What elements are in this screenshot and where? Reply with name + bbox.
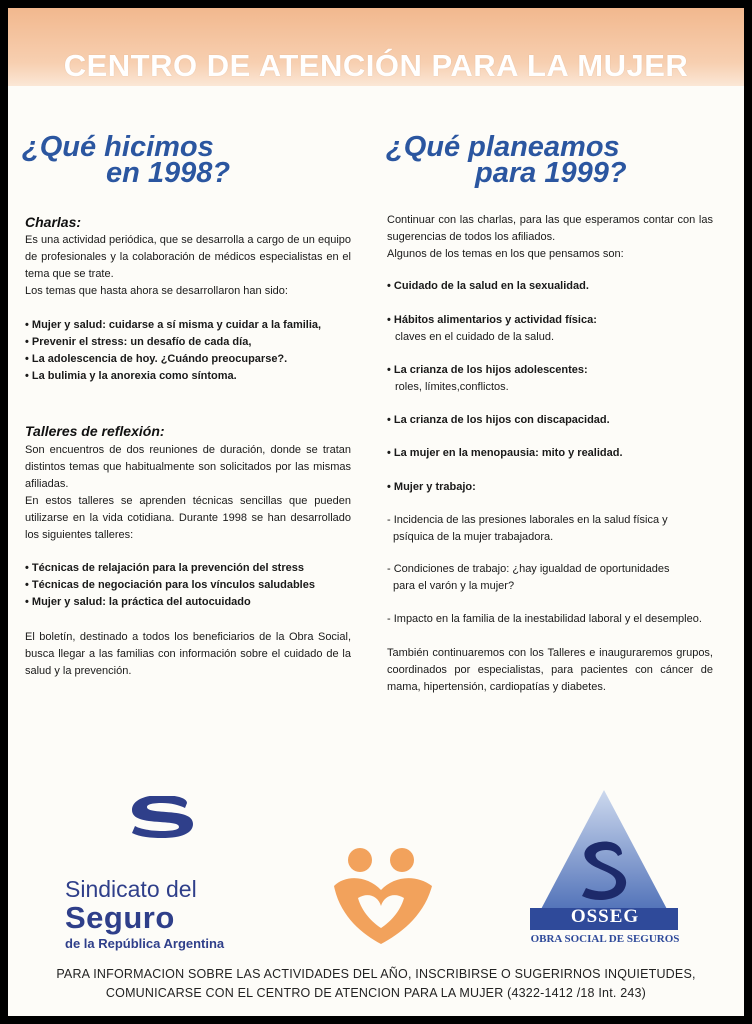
banner-title: CENTRO DE ATENCIÓN PARA LA MUJER [63, 48, 689, 83]
charlas-title: Charlas: [25, 214, 82, 230]
talleres-title: Talleres de reflexión: [25, 423, 165, 439]
talleres-item: • Técnicas de relajación para la prevención del stress [25, 562, 304, 574]
footer-line-2: COMUNICARSE CON EL CENTRO DE ATENCION PARA LA MUJER (4322-1412 /18 Int. 243) [105, 986, 647, 1000]
work-item-continued: para el varón y la mujer? [393, 580, 515, 592]
charlas-intro: Los temas que hasta ahora se desarrollaron han sido: [25, 285, 288, 297]
work-item: - Impacto en la familia de la inestabilidad laboral y el desempleo. [387, 613, 702, 625]
family-heart-logo-icon [328, 846, 438, 946]
osseg-subtitle: OBRA SOCIAL DE SEGUROS [530, 933, 680, 945]
charlas-item: • Mujer y salud: cuidarse a sí misma y cuidar a la familia, [25, 319, 322, 331]
document-page [8, 8, 744, 1016]
left-heading-line1: ¿Qué hicimos [22, 131, 214, 163]
talleres-item: • Técnicas de negociación para los vínculos saludables [25, 579, 315, 591]
charlas-item: • Prevenir el stress: un desafío de cada día, [25, 336, 252, 348]
sindicato-name-line3: de la República Argentina [65, 936, 225, 951]
title-banner [8, 8, 744, 86]
plan-topic: • La mujer en la menopausia: mito y realidad. [387, 447, 623, 459]
right-heading-line1: ¿Qué planeamos [386, 131, 620, 163]
sindicato-name-line1: Sindicato del [65, 876, 197, 902]
footer-line-1: PARA INFORMACION SOBRE LAS ACTIVIDADES DEL AÑO, INSCRIBIRSE O SUGERIRNOS INQUIETUDES, [56, 967, 696, 981]
work-item: - Incidencia de las presiones laborales en la salud física y [387, 514, 668, 526]
talleres-paragraph-2: En estos talleres se aprenden técnicas sencillas que pueden utilizarse en la vida cotidiana. Durante 1998 se han desarrollado los siguientes talleres: [25, 495, 351, 541]
plan-topic: • Hábitos alimentarios y actividad física: [387, 314, 597, 326]
boletin-paragraph: El boletín, destinado a todos los beneficiarios de la Obra Social, busca llegar a las familias con información sobre el cuidado de la salud y la prevención. [25, 631, 351, 677]
plan-intro-paragraph: Continuar con las charlas, para las que esperamos contar con las sugerencias de todos los afiliados. [387, 214, 713, 243]
left-heading-line2: en 1998? [106, 157, 231, 189]
work-item: - Condiciones de trabajo: ¿hay igualdad de oportunidades [387, 563, 670, 575]
charlas-paragraph: Es una actividad periódica, que se desarrolla a cargo de un equipo de profesionales y la colaboración de médicos especialistas en el tema que se trate. [25, 234, 351, 280]
charlas-item: • La adolescencia de hoy. ¿Cuándo preocuparse?. [25, 353, 288, 365]
talleres-item: • Mujer y salud: la práctica del autocuidado [25, 596, 251, 608]
sindicato-s-logo-icon [62, 796, 262, 876]
plan-topic-detail: roles, límites,conflictos. [395, 381, 509, 393]
plan-topic: • Cuidado de la salud en la sexualidad. [387, 280, 589, 292]
plan-topic: • La crianza de los hijos con discapacidad. [387, 414, 610, 426]
work-item-continued: psíquica de la mujer trabajadora. [393, 531, 554, 543]
plan-intro-paragraph-2: Algunos de los temas en los que pensamos son: [387, 248, 624, 260]
sindicato-name-line2: Seguro [65, 900, 175, 935]
talleres-paragraph-1: Son encuentros de dos reuniones de duración, donde se tratan distintos temas que habitualmente son solicitados por las mismas afiliadas. [25, 444, 351, 490]
plan-topic: • La crianza de los hijos adolescentes: [387, 364, 588, 376]
osseg-name: OSSEG [570, 906, 640, 927]
plan-closing-paragraph: También continuaremos con los Talleres e inauguraremos grupos, coordinados por especialistas, para pacientes con cáncer de mama, hipertensión, cardiopatías y diabetes. [387, 647, 713, 693]
plan-topic: • Mujer y trabajo: [387, 481, 476, 493]
plan-topic-detail: claves en el cuidado de la salud. [395, 331, 554, 343]
right-heading-line2: para 1999? [475, 157, 627, 189]
charlas-item: • La bulimia y la anorexia como síntoma. [25, 370, 237, 382]
